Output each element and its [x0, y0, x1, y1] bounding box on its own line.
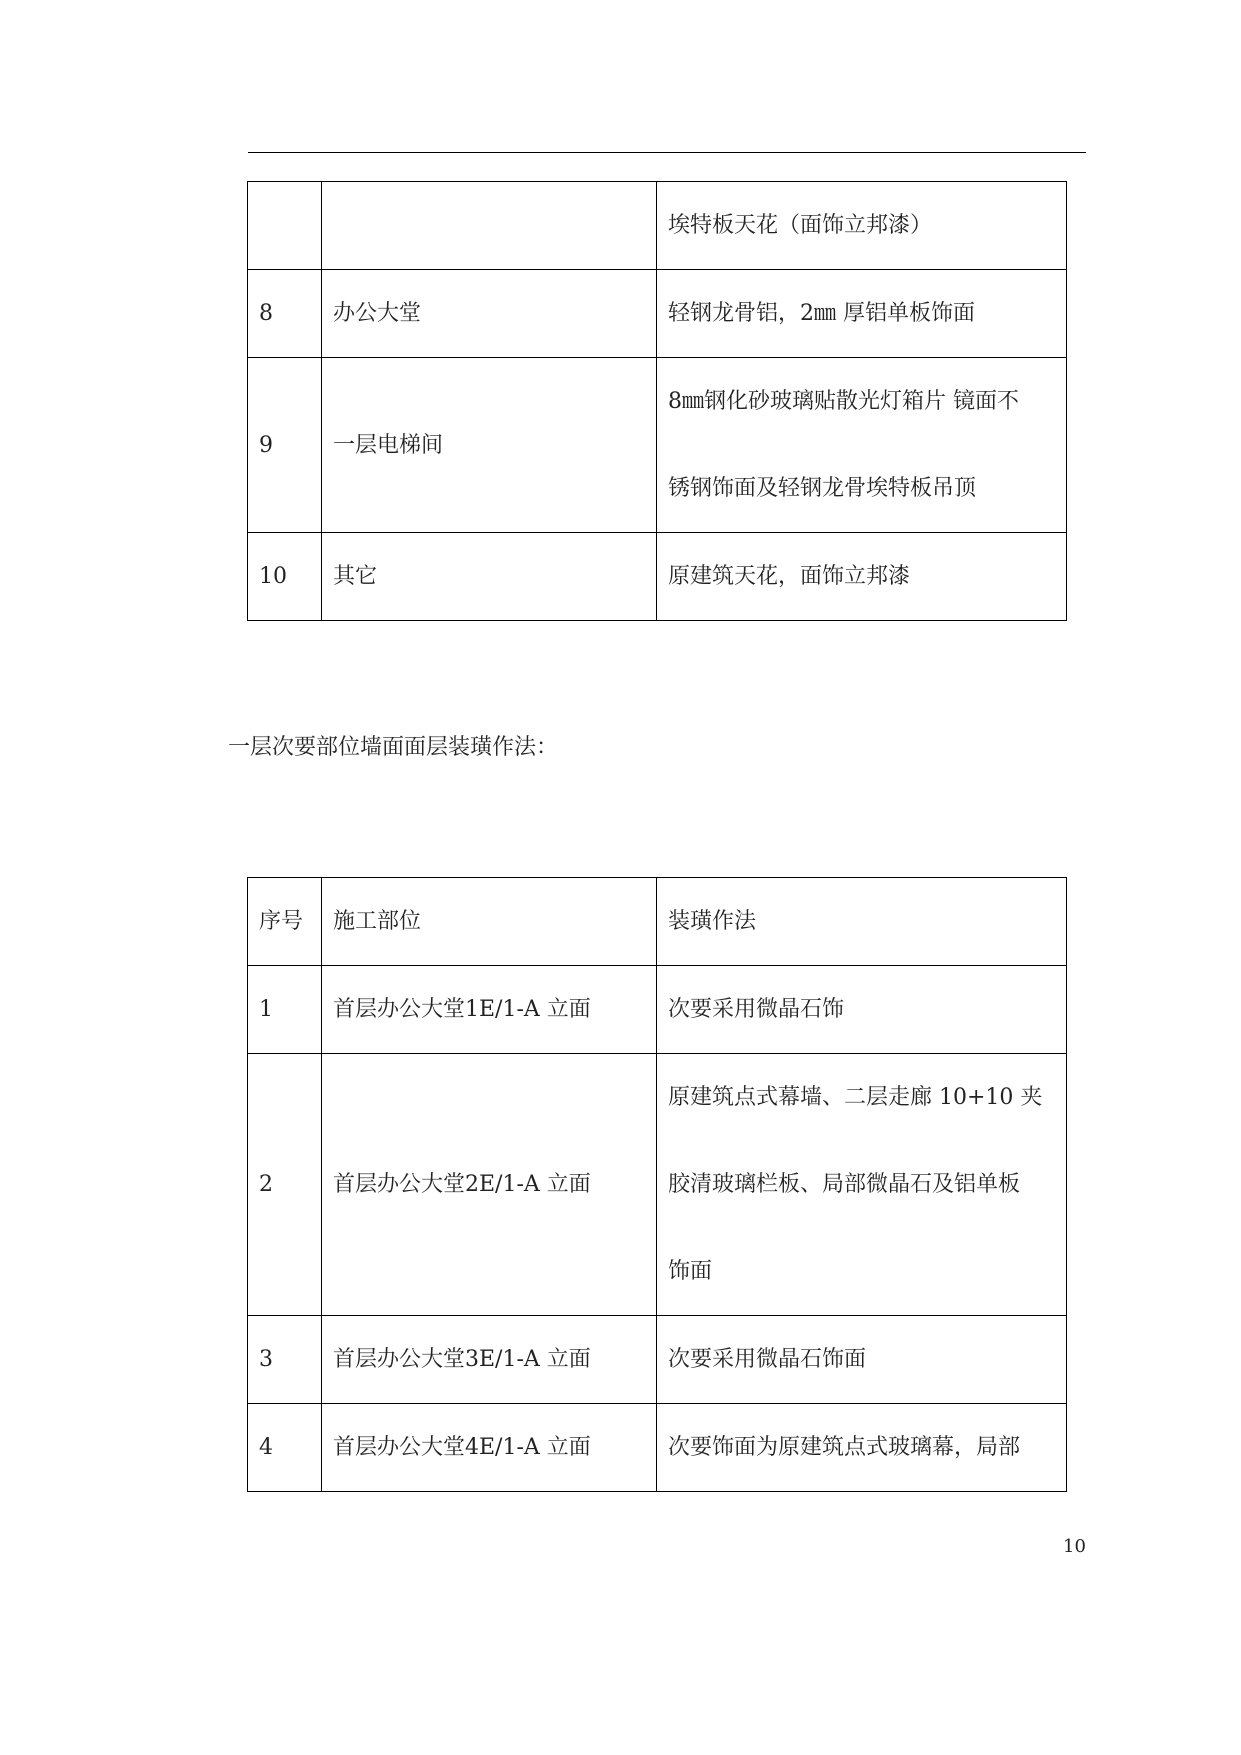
- location-cell: 首层办公大堂3E/1-A 立面: [322, 1316, 657, 1404]
- table-row: [248, 1316, 1067, 1404]
- method-line: 埃特板天花（面饰立邦漆）: [668, 213, 933, 238]
- method-line: 饰面: [668, 1259, 713, 1284]
- header-location: 施工部位: [322, 878, 657, 966]
- location-cell: 首层办公大堂2E/1-A 立面: [322, 1054, 657, 1316]
- table-row: [248, 1404, 1067, 1492]
- location-cell: 首层办公大堂1E/1-A 立面: [322, 966, 657, 1054]
- method-cell: [657, 358, 1067, 533]
- table-row: [248, 533, 1067, 621]
- row-number-cell: [248, 182, 322, 270]
- method-cell: [657, 533, 1067, 621]
- method-line: 次要饰面为原建筑点式玻璃幕，局部: [668, 1435, 1021, 1460]
- method-line: 次要采用微晶石饰: [668, 997, 845, 1022]
- ceiling-finish-table-continued: [247, 181, 1067, 621]
- row-number-cell: 2: [248, 1054, 322, 1316]
- method-line: 次要采用微晶石饰面: [668, 1347, 867, 1372]
- method-cell: [657, 270, 1067, 358]
- row-number-cell: 4: [248, 1404, 322, 1492]
- method-line: 8㎜钢化砂玻璃贴散光灯箱片 镜面不: [668, 389, 1019, 414]
- method-cell: [657, 966, 1067, 1054]
- location-cell: [322, 182, 657, 270]
- method-cell: [657, 1316, 1067, 1404]
- method-line: 锈钢饰面及轻钢龙骨埃特板吊顶: [668, 476, 977, 501]
- method-line: 轻钢龙骨铝，2㎜ 厚铝单板饰面: [668, 301, 975, 326]
- location-cell: 一层电梯间: [322, 358, 657, 533]
- row-number-cell: 3: [248, 1316, 322, 1404]
- location-cell: 办公大堂: [322, 270, 657, 358]
- table-row: [248, 182, 1067, 270]
- method-cell: [657, 182, 1067, 270]
- wall-finish-table: [247, 877, 1067, 1492]
- method-line: 原建筑点式幕墙、二层走廊 10+10 夹: [668, 1085, 1043, 1110]
- table-header-row: [248, 878, 1067, 966]
- row-number-cell: 8: [248, 270, 322, 358]
- header-method: 装璜作法: [657, 878, 1067, 966]
- table-row: [248, 358, 1067, 533]
- table-row: [248, 1054, 1067, 1316]
- table-row: [248, 270, 1067, 358]
- location-cell: 首层办公大堂4E/1-A 立面: [322, 1404, 657, 1492]
- row-number-cell: 9: [248, 358, 322, 533]
- page-number: 10: [1063, 1536, 1086, 1557]
- section-heading: 一层次要部位墙面面层装璜作法：: [228, 735, 559, 760]
- table-row: [248, 966, 1067, 1054]
- location-cell: 其它: [322, 533, 657, 621]
- header-rule: [248, 152, 1086, 153]
- method-line: 原建筑天花，面饰立邦漆: [668, 564, 911, 589]
- method-cell: [657, 1404, 1067, 1492]
- method-cell: [657, 1054, 1067, 1316]
- method-line: 胶清玻璃栏板、局部微晶石及铝单板: [668, 1172, 1021, 1197]
- row-number-cell: 10: [248, 533, 322, 621]
- header-no: 序号: [248, 878, 322, 966]
- row-number-cell: 1: [248, 966, 322, 1054]
